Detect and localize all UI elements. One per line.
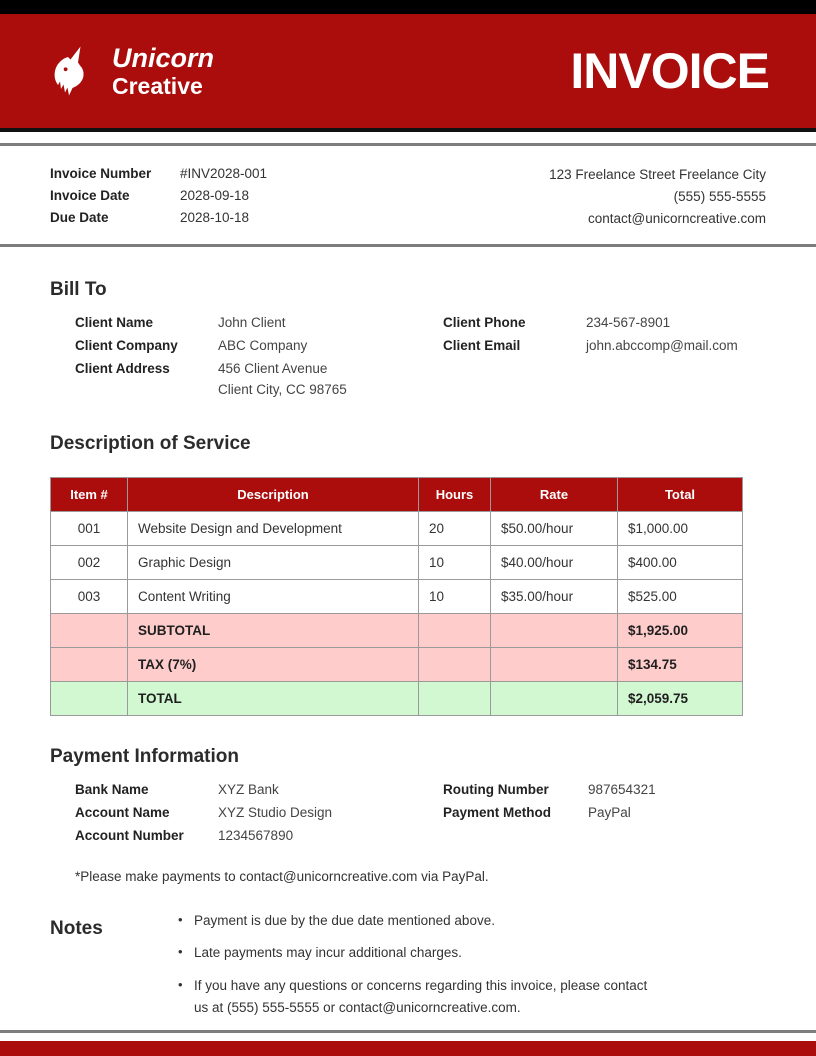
cell-blank — [491, 648, 618, 682]
field-row — [75, 361, 443, 376]
subtotal-label: SUBTOTAL — [128, 614, 419, 648]
company-email: contact@unicorncreative.com — [587, 211, 766, 226]
field-value: 456 Client Avenue — [218, 361, 328, 376]
cell-blank — [491, 614, 618, 648]
invoice-header — [0, 14, 816, 128]
payment-fields — [0, 782, 816, 851]
cell-total: $1,000.00 — [618, 512, 743, 546]
cell-blank — [419, 648, 491, 682]
table-row — [51, 546, 743, 580]
field-row — [443, 315, 766, 330]
field-row — [75, 315, 443, 330]
cell-item: 003 — [51, 580, 128, 614]
table-row — [51, 512, 743, 546]
client-address-line2: Client City, CC 98765 — [218, 382, 347, 397]
field-label: Routing Number — [443, 782, 549, 797]
cell-rate: $35.00/hour — [491, 580, 618, 614]
cell-rate: $40.00/hour — [491, 546, 618, 580]
meta-value: 2028-10-18 — [180, 210, 250, 225]
brand-name: Unicorn — [112, 42, 215, 73]
payment-note: *Please make payments to contact@unicorncreative.com via PayPal. — [75, 869, 489, 884]
footer-red-bar — [0, 1041, 816, 1056]
meta-value: 2028-09-18 — [180, 188, 250, 203]
document-title: INVOICE — [570, 43, 769, 99]
cell-blank — [51, 682, 128, 716]
total-label: TOTAL — [128, 682, 419, 716]
field-label: Client Phone — [443, 315, 526, 330]
invoice-meta — [0, 146, 816, 244]
bill-to-fields — [0, 315, 816, 397]
service-heading: Description of Service — [50, 433, 251, 454]
top-black-bar — [0, 0, 816, 14]
payment-heading: Payment Information — [50, 746, 239, 767]
field-row — [75, 782, 443, 797]
field-value: XYZ Bank — [218, 782, 279, 797]
subtotal-row — [51, 614, 743, 648]
table-row — [51, 580, 743, 614]
notes-section — [0, 910, 816, 1029]
brand-text — [112, 42, 215, 99]
footer-rule — [0, 1030, 816, 1033]
cell-total: $525.00 — [618, 580, 743, 614]
field-value: 987654321 — [588, 782, 656, 797]
column-header-hours: Hours — [419, 478, 491, 512]
field-value: ABC Company — [218, 338, 308, 353]
list-item: • If you have any questions or concerns regarding this invoice, please contact us at (555) 555-5555 or contact@unicorncreative.com. — [178, 975, 648, 1020]
meta-label: Due Date — [50, 210, 109, 225]
field-value: john.abccomp@mail.com — [586, 338, 738, 353]
field-row — [443, 782, 766, 797]
company-contact — [549, 166, 766, 226]
meta-row — [50, 188, 267, 203]
field-label: Bank Name — [75, 782, 149, 797]
cell-blank — [51, 648, 128, 682]
service-table — [50, 477, 743, 716]
invoice-meta-left — [50, 166, 267, 225]
cell-total: $400.00 — [618, 546, 743, 580]
bill-to-heading: Bill To — [50, 279, 107, 300]
unicorn-head-icon — [50, 45, 100, 97]
cell-hours: 20 — [419, 512, 491, 546]
cell-blank — [419, 614, 491, 648]
field-label: Client Name — [75, 315, 154, 330]
tax-label: TAX (7%) — [128, 648, 419, 682]
field-row — [75, 338, 443, 353]
field-row — [75, 805, 443, 820]
field-value: XYZ Studio Design — [218, 805, 333, 820]
table-header-row — [51, 478, 743, 512]
field-label: Client Address — [75, 361, 170, 376]
field-row — [443, 805, 766, 820]
tax-value: $134.75 — [618, 648, 743, 682]
company-phone: (555) 555-5555 — [673, 189, 766, 204]
field-value: John Client — [218, 315, 286, 330]
cell-item: 001 — [51, 512, 128, 546]
field-value: 1234567890 — [218, 828, 294, 843]
company-address: 123 Freelance Street Freelance City — [549, 167, 766, 182]
cell-blank — [419, 682, 491, 716]
column-header-description: Description — [128, 478, 419, 512]
payment-left-column — [75, 782, 443, 851]
list-item: • Late payments may incur additional charges. — [178, 942, 648, 964]
field-row — [443, 338, 766, 353]
field-label: Account Number — [75, 828, 184, 843]
tax-row — [51, 648, 743, 682]
column-header-rate: Rate — [491, 478, 618, 512]
cell-rate: $50.00/hour — [491, 512, 618, 546]
cell-hours: 10 — [419, 580, 491, 614]
cell-hours: 10 — [419, 546, 491, 580]
meta-label: Invoice Date — [50, 188, 130, 203]
brand-subtitle: Creative — [112, 72, 203, 99]
field-row — [75, 828, 443, 843]
meta-label: Invoice Number — [50, 166, 152, 181]
bill-to-right-column — [443, 315, 766, 397]
cell-item: 002 — [51, 546, 128, 580]
total-value: $2,059.75 — [618, 682, 743, 716]
field-label: Client Company — [75, 338, 178, 353]
cell-blank — [491, 682, 618, 716]
meta-row — [50, 210, 267, 225]
meta-value: #INV2028-001 — [180, 166, 268, 181]
bill-to-left-column — [75, 315, 443, 397]
cell-description: Website Design and Development — [128, 512, 419, 546]
meta-bottom-rule — [0, 244, 816, 247]
field-label: Client Email — [443, 338, 521, 353]
field-value: 234-567-8901 — [586, 315, 671, 330]
field-value: PayPal — [588, 805, 631, 820]
field-label: Account Name — [75, 805, 170, 820]
column-header-item: Item # — [51, 478, 128, 512]
field-label: Payment Method — [443, 805, 552, 820]
cell-blank — [51, 614, 128, 648]
total-row — [51, 682, 743, 716]
brand-lockup — [50, 42, 215, 99]
subtotal-value: $1,925.00 — [618, 614, 743, 648]
meta-row — [50, 166, 267, 181]
column-header-total: Total — [618, 478, 743, 512]
notes-list — [178, 910, 648, 1029]
service-table-wrap — [0, 477, 816, 716]
notes-heading: Notes — [50, 918, 103, 939]
list-item: • Payment is due by the due date mentioned above. — [178, 910, 648, 932]
payment-right-column — [443, 782, 766, 851]
cell-description: Graphic Design — [128, 546, 419, 580]
cell-description: Content Writing — [128, 580, 419, 614]
